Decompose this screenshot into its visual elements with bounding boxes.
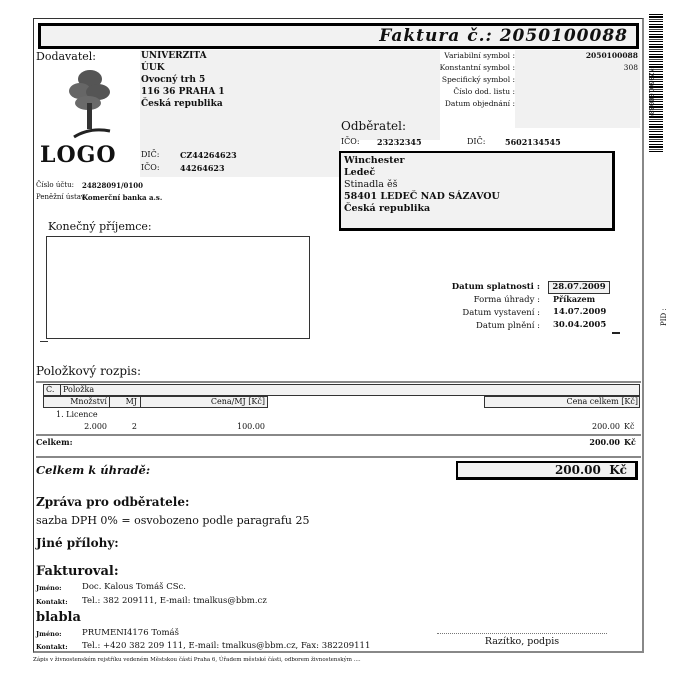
item-name: 1. Licence (56, 410, 98, 419)
customer-ico-label: IČO: (341, 137, 360, 146)
second-contact-heading: blabla (36, 610, 81, 625)
issued-by-name-value: Doc. Kalous Tomáš CSc. (82, 582, 186, 592)
total-due-value: 200.00 (554, 463, 601, 477)
col-number-header: Č. (46, 385, 55, 394)
invoice-title: Faktura č.: 2050100088 (379, 26, 628, 46)
supply-date-label: Datum plnění : (476, 321, 540, 331)
dates-labels (420, 281, 540, 333)
bank-value: Komerční banka a.s. (82, 193, 163, 202)
issued-by-heading: Fakturoval: (36, 564, 119, 579)
logo-text: LOGO (40, 142, 117, 168)
customer-address-line: Česká republika (344, 203, 431, 214)
supplier-street: Ovocný trh 5 (141, 75, 206, 85)
supplier-ids-shade (140, 140, 340, 177)
symbol-label: Specifický symbol : (441, 75, 515, 84)
second-contact-name-value: PRUMENI4176 Tomáš (82, 628, 179, 638)
customer-address-line: Ledeč (344, 167, 376, 178)
customer-address-line: 58401 LEDEČ NAD SÁZAVOU (344, 191, 500, 202)
supplier-dic-value: CZ44264623 (180, 150, 237, 160)
item-currency: Kč (624, 422, 635, 431)
symbol-value (515, 98, 638, 110)
customer-address-box (339, 151, 615, 231)
supplier-ico-label: IČO: (141, 163, 160, 172)
divider (36, 381, 641, 383)
due-date-label: Datum splatnosti : (451, 282, 540, 292)
supplier-city: 116 36 PRAHA 1 (141, 87, 225, 97)
signature-line (437, 633, 607, 634)
items-sum-currency: Kč (624, 437, 636, 447)
supplier-country: Česká republika (141, 99, 223, 109)
symbols-labels (420, 50, 515, 110)
col-item-header: Položka (63, 385, 95, 394)
supplier-ico-value: 44264623 (180, 163, 225, 173)
items-sum-label: Celkem: (36, 437, 73, 447)
symbol-label: Konstantní symbol : (439, 63, 515, 72)
customer-ico-value: 23232345 (377, 137, 422, 147)
supplier-name-line1: UNIVERZITA (141, 51, 207, 61)
account-label: Číslo účtu: (36, 181, 74, 189)
col-total-header: Cena celkem [Kč] (566, 397, 638, 406)
pid-label: PID : (660, 308, 668, 326)
symbol-value: 2050100088 (585, 51, 638, 60)
attachments-heading: Jiné přílohy: (36, 536, 119, 550)
bank-label: Peněžní ústav: (36, 193, 88, 201)
symbol-label: Číslo dod. listu : (453, 87, 515, 96)
message-heading: Zpráva pro odběratele: (36, 495, 190, 509)
message-text: sazba DPH 0% = osvobozeno podle paragrafu 25 (36, 514, 310, 527)
total-due-currency: Kč (609, 463, 627, 477)
customer-address-line: Winchester (344, 155, 405, 166)
item-unit-price: 100.00 (237, 422, 265, 431)
payment-method-label: Forma úhrady : (473, 295, 540, 305)
col-quantity-header: Množství (70, 397, 107, 406)
final-recipient-label: Konečný příjemce: (48, 220, 152, 233)
issued-by-name-label: Jméno: (36, 584, 62, 592)
supplier-address (141, 50, 225, 110)
items-header-row1 (43, 384, 640, 396)
due-date-value: 28.07.2009 (548, 281, 610, 294)
symbol-value (515, 86, 638, 98)
divider (36, 456, 641, 458)
divider (36, 434, 641, 436)
items-sum-value: 200.00 (589, 437, 620, 447)
final-recipient-box (46, 236, 310, 339)
item-quantity: 2.000 (84, 422, 107, 431)
payment-method-value: Příkazem (553, 294, 596, 304)
symbol-label: Datum objednání : (444, 99, 515, 108)
tick-mark (40, 341, 48, 342)
signature-label: Razítko, podpis (484, 636, 560, 647)
symbol-value: 308 (623, 63, 638, 72)
issued-by-contact-value: Tel.: 382 209111, E-mail: tmalkus@bbm.cz (82, 596, 267, 606)
issue-date-value: 14.07.2009 (553, 307, 607, 317)
symbol-value (515, 74, 638, 86)
customer-dic-label: DIČ: (467, 137, 486, 146)
tree-logo-icon (66, 65, 114, 140)
supplier-label: Dodavatel: (36, 50, 96, 63)
col-unit-header: MJ (125, 397, 137, 406)
tick-mark (612, 332, 620, 334)
divider (140, 396, 141, 408)
second-contact-contact-label: Kontakt: (36, 643, 68, 651)
col-unit-price-header: Cena/MJ [Kč] (210, 397, 265, 406)
issue-date-label: Datum vystavení : (462, 308, 540, 318)
supplier-name-line2: ÚUK (141, 63, 165, 73)
item-total: 200.00 (592, 422, 620, 431)
supplier-dic-label: DIČ: (141, 150, 160, 159)
divider (60, 384, 61, 396)
total-due-box (456, 461, 638, 480)
account-value: 24828091/0100 (82, 181, 144, 190)
second-contact-contact-value: Tel.: +420 382 209 111, E-mail: tmalkus@bbm.cz, Fax: 382209111 (82, 641, 371, 651)
symbols-values (515, 50, 638, 110)
issued-by-contact-label: Kontakt: (36, 598, 68, 606)
customer-dic-value: 5602134545 (505, 137, 561, 147)
symbol-label: Variabilní symbol : (444, 51, 515, 60)
supply-date-value: 30.04.2005 (553, 320, 607, 330)
item-unit: 2 (131, 422, 137, 431)
customer-label: Odběratel: (341, 119, 406, 133)
items-heading: Položkový rozpis: (36, 364, 142, 378)
second-contact-name-label: Jméno: (36, 630, 62, 638)
barcode-text: *2050100088* (647, 68, 655, 119)
invoice-title-bar (38, 23, 639, 49)
customer-address-line: Stinadla ěš (344, 179, 398, 190)
footer-text: Zápis v živnostenském rejstříku vedeném Městskou částí Praha 6, Úřadem městské části, odborem živnostenským .... (33, 657, 361, 663)
total-due-label: Celkem k úhradě: (36, 463, 151, 477)
